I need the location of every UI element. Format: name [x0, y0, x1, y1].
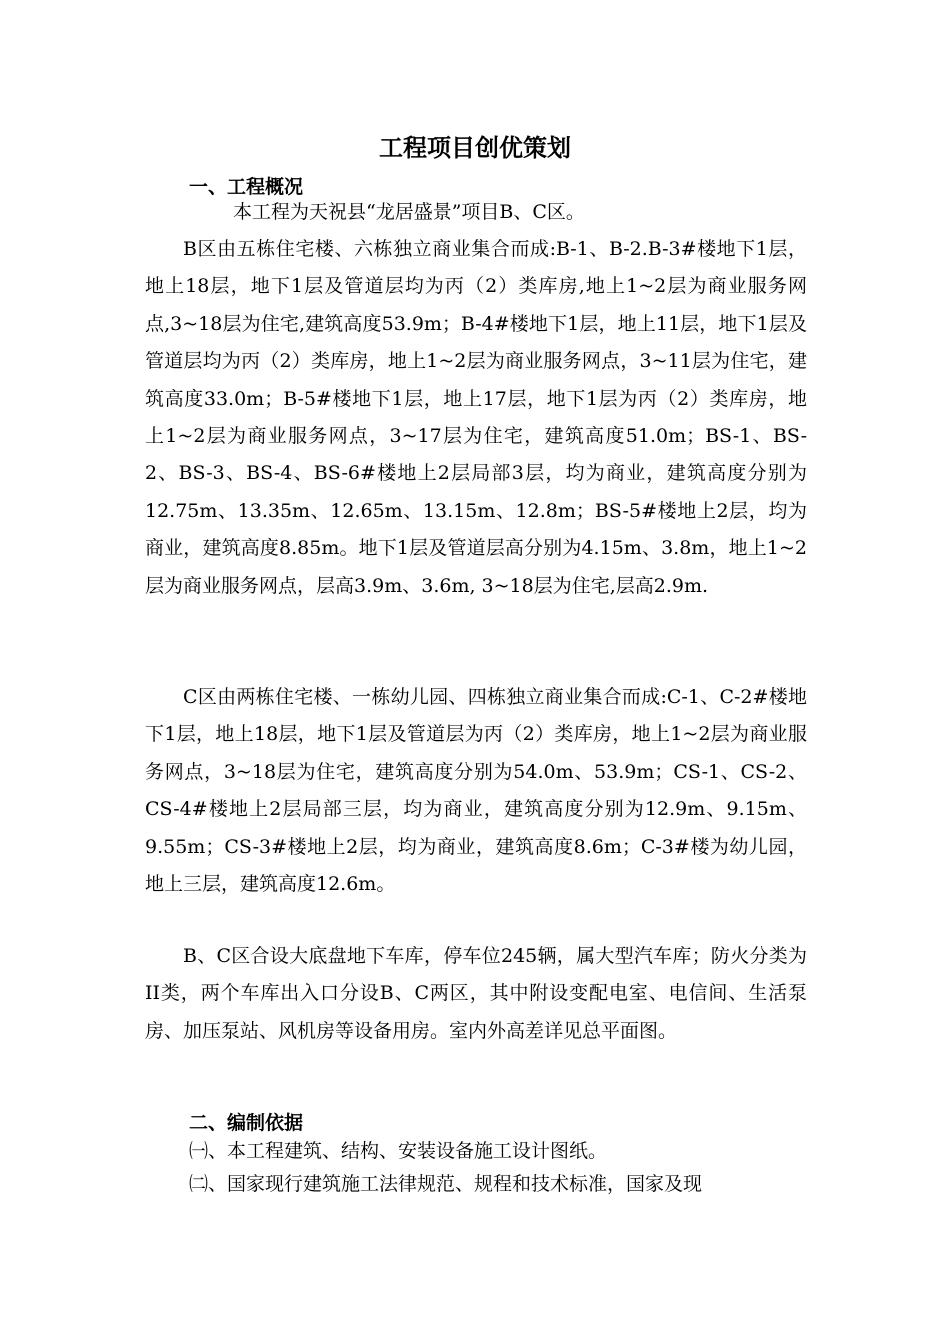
basis-item-1: ㈠、本工程建筑、结构、安装设备施工设计图纸。	[189, 1140, 608, 1162]
paragraph-garage: B、C区合设大底盘地下车库，停车位245辆，属大型汽车库；防火分类为II类，两个车库出入口分设B、C两区，其中附设变配电室、电信间、生活泵房、加压泵站、风机房等设备用房。室内外高差详见总平面图。	[145, 945, 807, 1042]
section-heading-basis: 二、编制依据	[189, 1112, 304, 1134]
paragraph-zone-b: B区由五栋住宅楼、六栋独立商业集合而成:B-1、B-2.B-3#楼地下1层，地上18层，地下1层及管道层均为丙（2）类库房,地上1~2层为商业服务网点,3~18层为住宅,建筑高度53.9m；B-4#楼地下1层，地上11层，地下1层及管道层均为丙（2）类库房，地上1~2层为商业服务网点，3~11层为住宅，建筑高度33.0m；B-5#楼地下1层，地上17层，地下1层为丙（2）类库房，地上1~2层为商业服务网点，3~17层为住宅，建筑高度51.0m；BS-1、BS-2、BS-3、BS-4、BS-6#楼地上2层局部3层，均为商业，建筑高度分别为12.75m、13.35m、12.65m、13.15m、12.8m；BS-5#楼地上2层，均为商业，建筑高度8.85m。地下1层及管道层高分别为4.15m、3.8m，地上1~2层为商业服务网点，层高3.9m、3.6m, 3~18层为住宅,层高2.9m.	[145, 238, 807, 597]
document-title: 工程项目创优策划	[379, 134, 571, 162]
section-heading-overview: 一、工程概况	[189, 176, 304, 198]
basis-item-2: ㈡、国家现行建筑施工法律规范、规程和技术标准，国家及现	[189, 1173, 703, 1195]
intro-paragraph: 本工程为天祝县“龙居盛景”项目B、C区。	[233, 201, 585, 223]
paragraph-zone-c: C区由两栋住宅楼、一栋幼儿园、四栋独立商业集合而成:C-1、C-2#楼地下1层，地上18层，地下1层及管道层为丙（2）类库房，地上1~2层为商业服务网点，3~18层为住宅，建筑高度分别为54.0m、53.9m；CS-1、CS-2、CS-4#楼地上2层局部三层，均为商业，建筑高度分别为12.9m、9.15m、9.55m；CS-3#楼地上2层，均为商业，建筑高度8.6m；C-3#楼为幼儿园，地上三层，建筑高度12.6m。	[145, 686, 807, 896]
